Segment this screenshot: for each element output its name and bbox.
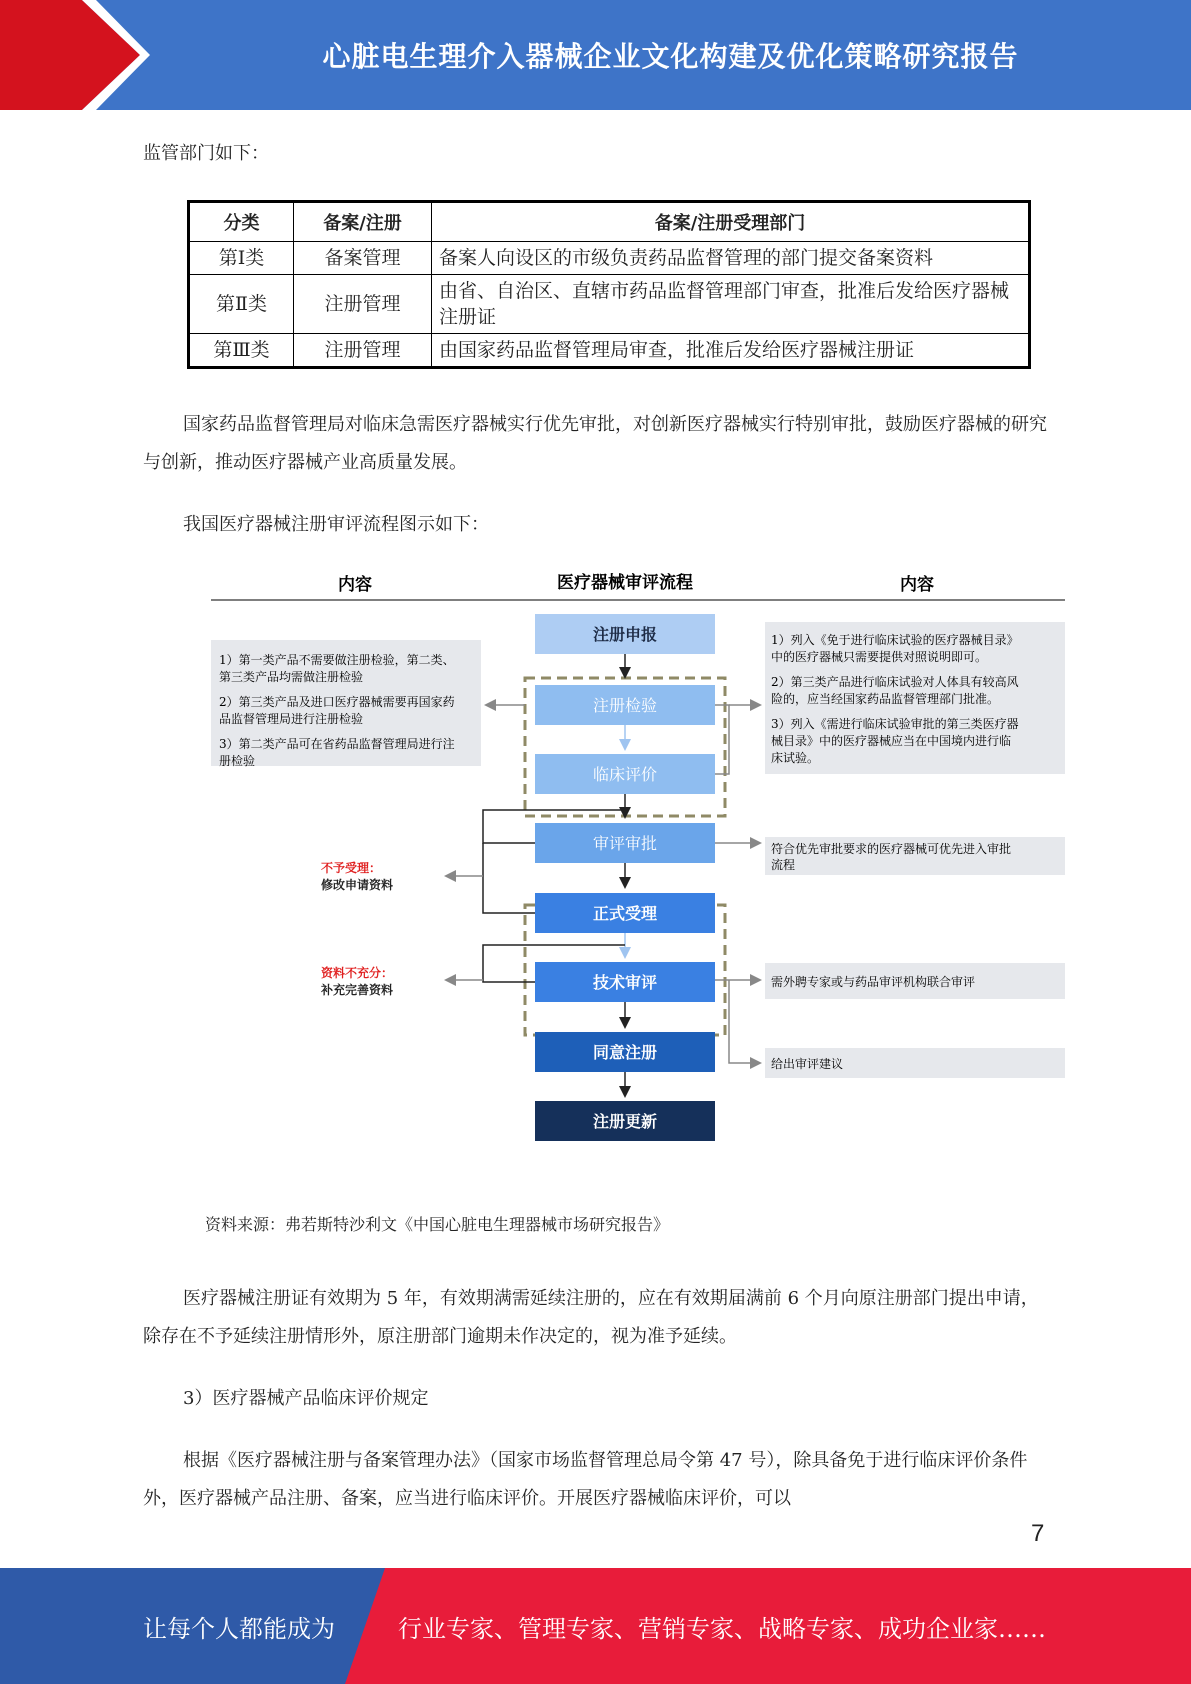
table-cell: 第Ⅲ类 — [189, 334, 294, 368]
reject-label-red: 不予受理： — [321, 861, 382, 875]
svg-text:3）列入《需进行临床试验审批的第三类医疗器: 3）列入《需进行临床试验审批的第三类医疗器 — [771, 717, 1019, 731]
svg-text:需外聘专家或与药品审评机构联合审评: 需外聘专家或与药品审评机构联合审评 — [771, 975, 976, 989]
svg-text:2）第三类产品及进口医疗器械需要再国家药: 2）第三类产品及进口医疗器械需要再国家药 — [219, 695, 455, 709]
right-note-box-advice — [765, 1048, 1065, 1078]
paragraph-section-heading: 3）医疗器械产品临床评价规定 — [183, 1388, 429, 1409]
svg-text:中的医疗器械只需要提供对照说明即可。: 中的医疗器械只需要提供对照说明即可。 — [771, 650, 988, 664]
flowchart-svg — [205, 560, 1065, 1190]
left-note-box — [211, 640, 481, 768]
table-row — [189, 242, 1030, 275]
paragraph-flow-intro: 我国医疗器械注册审评流程图示如下： — [183, 514, 489, 535]
footer-slogan-left: 让每个人都能成为 — [143, 1614, 335, 1643]
table-cell: 由省、自治区、直辖市药品监督管理部门审查，批准后发给医疗器械注册证 — [432, 275, 1030, 334]
step-register-apply — [535, 614, 715, 654]
svg-text:临床评价: 临床评价 — [592, 765, 658, 784]
arrow-advice — [729, 980, 759, 1063]
insufficient-label-red: 资料不充分： — [321, 966, 394, 980]
right-note-box-priority — [765, 837, 1065, 875]
svg-text:1）第一类产品不需要做注册检验，第二类、: 1）第一类产品不需要做注册检验，第二类、 — [219, 653, 455, 667]
svg-text:给出审评建议: 给出审评建议 — [771, 1057, 844, 1071]
footer-slogan-right: 行业专家、管理专家、营销专家、战略专家、成功企业家…… — [398, 1614, 1046, 1643]
step-agree-register — [535, 1032, 715, 1072]
svg-text:床试验。: 床试验。 — [771, 751, 820, 765]
table-header-row — [189, 202, 1030, 242]
source-caption: 资料来源：弗若斯特沙利文《中国心脏电生理器械市场研究报告》 — [205, 1215, 670, 1234]
paragraph-validity: 医疗器械注册证有效期为 5 年，有效期满需延续注册的，应在有效期届满前 6 个月向原注册部门提出申请，除存在不予延续注册情形外，原注册部门逾期未作决定的，视为准予延续。 — [143, 1288, 1039, 1347]
svg-text:符合优先审批要求的医疗器械可优先进入审批: 符合优先审批要求的医疗器械可优先进入审批 — [771, 842, 1012, 856]
table-row — [189, 334, 1030, 368]
right-note-box-clinical — [765, 622, 1065, 774]
table-cell: 由国家药品监督管理局审查，批准后发给医疗器械注册证 — [432, 334, 1030, 368]
step-review-approve — [535, 823, 715, 863]
svg-text:2）第三类产品进行临床试验对人体具有较高风: 2）第三类产品进行临床试验对人体具有较高风 — [771, 675, 1019, 689]
intro-text: 监管部门如下： — [143, 143, 269, 164]
svg-text:械目录》中的医疗器械应当在中国境内进行临: 械目录》中的医疗器械应当在中国境内进行临 — [771, 734, 1012, 748]
table-cell: 注册管理 — [294, 334, 432, 368]
registration-flowchart — [205, 560, 1065, 1190]
page-number: 7 — [1031, 1520, 1045, 1547]
svg-text:3）第二类产品可在省药品监督管理局进行注: 3）第二类产品可在省药品监督管理局进行注 — [219, 737, 455, 751]
step-register-test — [535, 685, 715, 725]
page-header — [0, 0, 1191, 110]
flow-header-right: 内容 — [900, 575, 934, 595]
svg-text:审评审批: 审评审批 — [592, 834, 658, 853]
loop-reject-return — [483, 843, 535, 913]
registration-table — [187, 200, 1031, 369]
step-formal-accept — [535, 893, 715, 933]
reject-label: 修改申请资料 — [321, 878, 394, 892]
header-title: 心脏电生理介入器械企业文化构建及优化策略研究报告 — [322, 40, 1019, 73]
table-cell: 备案人向设区的市级负责药品监督管理的部门提交备案资料 — [432, 242, 1030, 275]
right-note-box-experts — [765, 963, 1065, 999]
step-tech-review — [535, 962, 715, 1002]
svg-text:注册申报: 注册申报 — [592, 625, 658, 644]
table-header-department: 备案/注册受理部门 — [432, 202, 1030, 242]
svg-text:册检验: 册检验 — [219, 754, 256, 768]
svg-text:险的，应当经国家药品监督管理部门批准。: 险的，应当经国家药品监督管理部门批准。 — [771, 692, 1000, 706]
svg-text:第三类产品均需做注册检验: 第三类产品均需做注册检验 — [219, 670, 364, 684]
flow-header-left: 内容 — [338, 575, 372, 595]
connector-bracket — [715, 705, 729, 774]
svg-text:品监督管理局进行注册检验: 品监督管理局进行注册检验 — [219, 712, 364, 726]
table-cell: 第Ⅰ类 — [189, 242, 294, 275]
svg-text:正式受理: 正式受理 — [592, 904, 658, 923]
header-arrow-decoration — [0, 0, 150, 110]
table-header-filing: 备案/注册 — [294, 202, 432, 242]
insufficient-label: 补充完善资料 — [321, 983, 394, 997]
table-row — [189, 275, 1030, 334]
svg-text:技术审评: 技术审评 — [592, 973, 658, 992]
table-header-category: 分类 — [189, 202, 294, 242]
table-cell: 备案管理 — [294, 242, 432, 275]
table-cell: 注册管理 — [294, 275, 432, 334]
step-clinical-eval — [535, 754, 715, 794]
paragraph-priority-approval: 国家药品监督管理局对临床急需医疗器械实行优先审批，对创新医疗器械实行特别审批，鼓励医疗器械的研究与创新，推动医疗器械产业高质量发展。 — [143, 414, 1047, 473]
svg-text:注册检验: 注册检验 — [592, 696, 658, 715]
svg-text:1）列入《免于进行临床试验的医疗器械目录》: 1）列入《免于进行临床试验的医疗器械目录》 — [771, 633, 1019, 647]
flow-header-middle: 医疗器械审评流程 — [557, 573, 693, 593]
paragraph-clinical-rules: 根据《医疗器械注册与备案管理办法》（国家市场监督管理总局令第 47 号），除具备免于进行临床评价条件外，医疗器械产品注册、备案，应当进行临床评价。开展医疗器械临床评价，可以 — [143, 1450, 1028, 1509]
step-register-renew — [535, 1101, 715, 1141]
svg-text:注册更新: 注册更新 — [592, 1112, 658, 1131]
svg-text:同意注册: 同意注册 — [592, 1043, 658, 1062]
table-cell: 第Ⅱ类 — [189, 275, 294, 334]
svg-text:流程: 流程 — [771, 858, 796, 872]
